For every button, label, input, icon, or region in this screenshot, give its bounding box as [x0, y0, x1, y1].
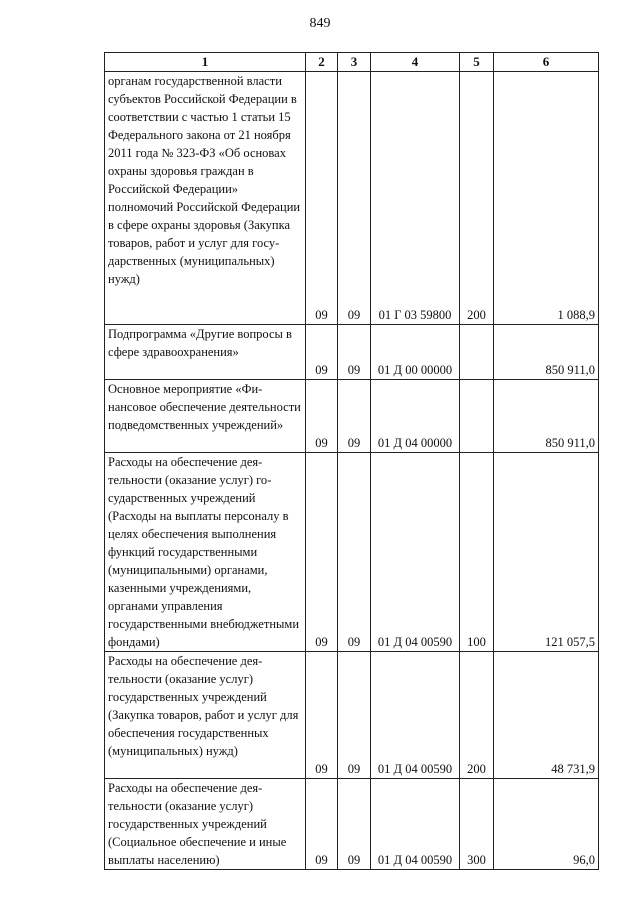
row-name: Основное мероприятие «Финансовое обеспечение деятельности подведомственных учреждений» [105, 380, 306, 453]
row-expense-type: 100 [460, 453, 494, 652]
row-subsection: 09 [338, 453, 371, 652]
row-section: 09 [306, 652, 338, 779]
table-row [105, 779, 599, 870]
header-col-4: 4 [371, 53, 460, 72]
row-expense-type [460, 380, 494, 453]
header-col-3: 3 [338, 53, 371, 72]
row-target-article: 01 Г 03 59800 [371, 72, 460, 325]
row-name: Подпрограмма «Другие вопросы в сфере здравоохранения» [105, 325, 306, 380]
table-row [105, 652, 599, 779]
budget-table [104, 52, 599, 870]
row-amount: 850 911,0 [494, 325, 599, 380]
page-number: 849 [309, 16, 331, 31]
row-amount: 48 731,9 [494, 652, 599, 779]
row-subsection: 09 [338, 72, 371, 325]
row-target-article: 01 Д 04 00590 [371, 453, 460, 652]
table-row [105, 380, 599, 453]
row-expense-type: 200 [460, 652, 494, 779]
header-col-2: 2 [306, 53, 338, 72]
row-subsection: 09 [338, 779, 371, 870]
table-row [105, 325, 599, 380]
row-amount: 121 057,5 [494, 453, 599, 652]
header-row [105, 53, 599, 72]
row-section: 09 [306, 72, 338, 325]
row-amount: 850 911,0 [494, 380, 599, 453]
row-subsection: 09 [338, 652, 371, 779]
row-name: Расходы на обеспечение деятельности (оказание услуг) государственных учреждений (Закупка товаров, работ и услуг для обеспечения государственных (муниципальных) нужд) [105, 652, 306, 779]
row-expense-type: 300 [460, 779, 494, 870]
row-target-article: 01 Д 04 00590 [371, 779, 460, 870]
table-row [105, 453, 599, 652]
row-subsection: 09 [338, 325, 371, 380]
row-name: Расходы на обеспечение деятельности (оказание услуг) государственных учреждений (Расходы на выплаты персоналу в целях обеспечения выполнения функций государственными (муниципальными) органами, казенными учреждениями, органами управления государственными внебюджетными фондами) [105, 453, 306, 652]
row-target-article: 01 Д 04 00000 [371, 380, 460, 453]
row-name: Расходы на обеспечение деятельности (оказание услуг) государственных учреждений (Социальное обеспечение и иные выплаты населению) [105, 779, 306, 870]
row-subsection: 09 [338, 380, 371, 453]
row-target-article: 01 Д 00 00000 [371, 325, 460, 380]
header-col-6: 6 [494, 53, 599, 72]
row-section: 09 [306, 325, 338, 380]
row-expense-type [460, 325, 494, 380]
header-col-1: 1 [105, 53, 306, 72]
row-section: 09 [306, 453, 338, 652]
row-amount: 1 088,9 [494, 72, 599, 325]
row-amount: 96,0 [494, 779, 599, 870]
header-col-5: 5 [460, 53, 494, 72]
row-name: органам государственной власти субъектов Российской Федерации в соответствии с частью 1 статьи 15 Федерального закона от 21 ноября 2011 года № 323-ФЗ «Об основах охраны здоровья граждан в Российской Федерации» полномочий Российской Федерации в сфере охраны здоровья (Закупка товаров, работ и услуг для государственных (муниципальных) нужд) [105, 72, 306, 325]
row-expense-type: 200 [460, 72, 494, 325]
table-row [105, 72, 599, 325]
row-section: 09 [306, 380, 338, 453]
row-target-article: 01 Д 04 00590 [371, 652, 460, 779]
row-section: 09 [306, 779, 338, 870]
